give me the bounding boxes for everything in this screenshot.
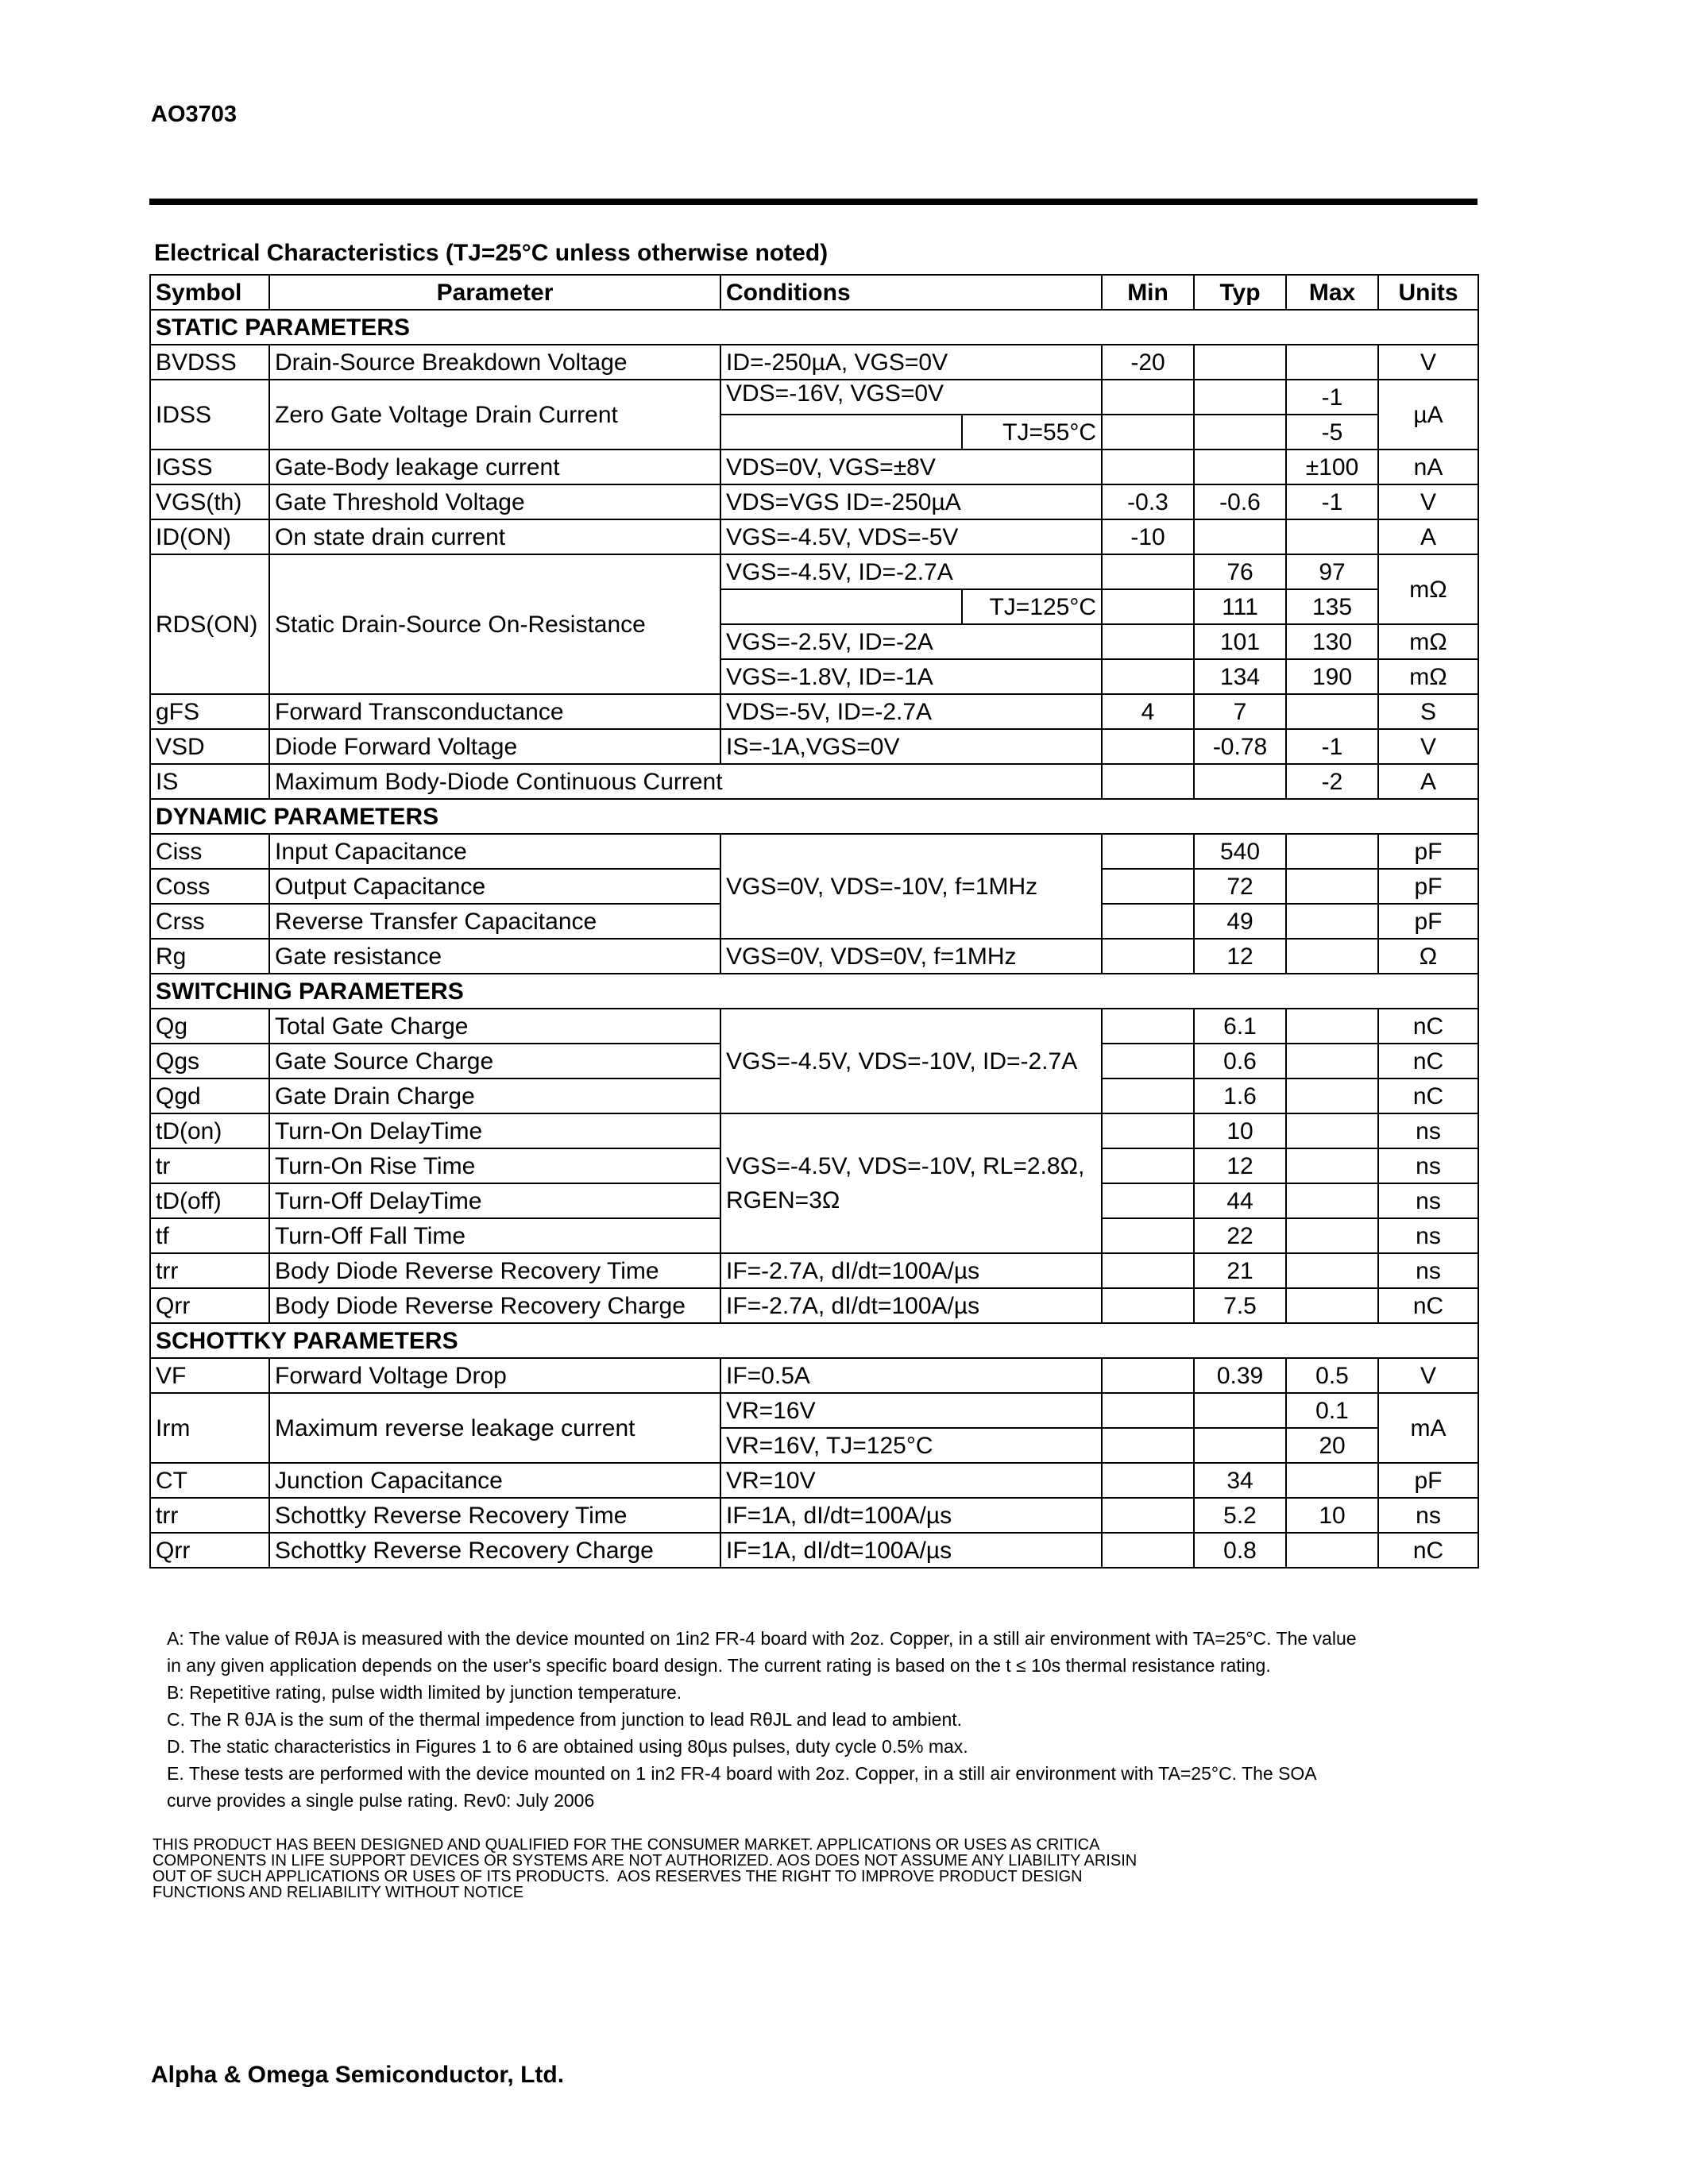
- max-cell: [1286, 345, 1378, 380]
- parameter-cell: Gate Threshold Voltage: [269, 484, 720, 519]
- col-header-max: Max: [1286, 275, 1378, 310]
- symbol-cell: trr: [150, 1253, 269, 1288]
- units-cell: V: [1378, 345, 1478, 380]
- max-cell: [1286, 519, 1378, 554]
- min-cell: [1102, 1009, 1194, 1044]
- symbol-cell: Qrr: [150, 1533, 269, 1568]
- parameter-cell: Body Diode Reverse Recovery Charge: [269, 1288, 720, 1323]
- max-cell: -1: [1286, 484, 1378, 519]
- typ-cell: 12: [1194, 939, 1286, 974]
- min-cell: [1102, 1078, 1194, 1113]
- section-switching: SWITCHING PARAMETERS: [150, 974, 1478, 1009]
- symbol-cell: IDSS: [150, 380, 269, 450]
- conditions-blank-cell: [720, 415, 962, 450]
- conditions-cell: IS=-1A,VGS=0V: [720, 729, 1102, 764]
- min-cell: -10: [1102, 519, 1194, 554]
- parameter-cell: Gate Drain Charge: [269, 1078, 720, 1113]
- min-cell: [1102, 624, 1194, 659]
- typ-cell: 22: [1194, 1218, 1286, 1253]
- symbol-cell: trr: [150, 1498, 269, 1533]
- parameter-cell: Diode Forward Voltage: [269, 729, 720, 764]
- typ-cell: [1194, 764, 1286, 799]
- units-cell: µA: [1378, 380, 1478, 450]
- typ-cell: 101: [1194, 624, 1286, 659]
- typ-cell: 1.6: [1194, 1078, 1286, 1113]
- col-header-units: Units: [1378, 275, 1478, 310]
- typ-cell: [1194, 415, 1286, 450]
- units-cell: V: [1378, 729, 1478, 764]
- max-cell: [1286, 1009, 1378, 1044]
- conditions-cell: IF=-2.7A, dI/dt=100A/µs: [720, 1253, 1102, 1288]
- table-header-row: [150, 275, 1478, 310]
- min-cell: [1102, 1463, 1194, 1498]
- symbol-cell: Qg: [150, 1009, 269, 1044]
- min-cell: [1102, 1148, 1194, 1183]
- conditions-cell: VDS=-16V, VGS=0V: [720, 380, 1102, 415]
- parameter-cell: Input Capacitance: [269, 834, 720, 869]
- symbol-cell: ID(ON): [150, 519, 269, 554]
- footnotes: [167, 1625, 1470, 1814]
- electrical-characteristics-table: [149, 274, 1479, 1569]
- symbol-cell: Crss: [150, 904, 269, 939]
- min-cell: [1102, 450, 1194, 484]
- max-cell: -5: [1286, 415, 1378, 450]
- parameter-cell: Body Diode Reverse Recovery Time: [269, 1253, 720, 1288]
- section-row: [150, 1323, 1478, 1358]
- max-cell: [1286, 1533, 1378, 1568]
- units-cell: mΩ: [1378, 554, 1478, 624]
- units-cell: nC: [1378, 1009, 1478, 1044]
- table-row: [150, 380, 1478, 415]
- footnote-e-line1: E. These tests are performed with the device mounted on 1 in2 FR-4 board with 2oz. Copper, in a still air environment with TA=25°C. The SOA: [167, 1763, 1317, 1784]
- min-cell: [1102, 380, 1194, 415]
- units-cell: A: [1378, 764, 1478, 799]
- min-cell: [1102, 1113, 1194, 1148]
- conditions-cell: TJ=125°C: [962, 589, 1102, 624]
- symbol-cell: Ciss: [150, 834, 269, 869]
- min-cell: [1102, 764, 1194, 799]
- min-cell: [1102, 939, 1194, 974]
- max-cell: 97: [1286, 554, 1378, 589]
- conditions-cell: VGS=-4.5V, VDS=-5V: [720, 519, 1102, 554]
- header-rule: [149, 199, 1477, 205]
- units-cell: V: [1378, 484, 1478, 519]
- section-row: [150, 310, 1478, 345]
- parameter-cell: Gate Source Charge: [269, 1044, 720, 1078]
- min-cell: [1102, 1183, 1194, 1218]
- conditions-cell: VR=16V: [720, 1393, 1102, 1428]
- min-cell: [1102, 589, 1194, 624]
- conditions-cell: VDS=VGS ID=-250µA: [720, 484, 1102, 519]
- min-cell: [1102, 904, 1194, 939]
- parameter-cell: Turn-On DelayTime: [269, 1113, 720, 1148]
- min-cell: 4: [1102, 694, 1194, 729]
- parameter-cell: On state drain current: [269, 519, 720, 554]
- typ-cell: 44: [1194, 1183, 1286, 1218]
- max-cell: [1286, 1288, 1378, 1323]
- section-dynamic: DYNAMIC PARAMETERS: [150, 799, 1478, 834]
- min-cell: [1102, 1253, 1194, 1288]
- typ-cell: 76: [1194, 554, 1286, 589]
- typ-cell: 10: [1194, 1113, 1286, 1148]
- conditions-cell: VR=16V, TJ=125°C: [720, 1428, 1102, 1463]
- disclaimer: THIS PRODUCT HAS BEEN DESIGNED AND QUALIFIED FOR THE CONSUMER MARKET. APPLICATIONS OR USES AS CRITICA COMPONENTS IN LIFE SUPPORT DEVICES OR SYSTEMS ARE NOT AUTHORIZED. AOS DOES NOT ASSUME ANY LIABILITY ARISIN OUT OF SUCH APPLICATIONS OR USES OF ITS PRODUCTS. AOS RESERVES THE RIGHT TO IMPROVE PRODUCT DESIGN FUNCTIONS AND RELIABILITY WITHOUT NOTICE: [153, 1836, 1138, 1901]
- table-row: [150, 450, 1478, 484]
- table-heading: Electrical Characteristics (TJ=25°C unless otherwise noted): [154, 240, 829, 266]
- conditions-cell: IF=1A, dI/dt=100A/µs: [720, 1498, 1102, 1533]
- parameter-cell: Schottky Reverse Recovery Time: [269, 1498, 720, 1533]
- symbol-cell: IGSS: [150, 450, 269, 484]
- table-row: [150, 345, 1478, 380]
- conditions-cell: VGS=0V, VDS=-10V, f=1MHz: [720, 834, 1102, 939]
- units-cell: V: [1378, 1358, 1478, 1393]
- symbol-cell: BVDSS: [150, 345, 269, 380]
- table-row: [150, 1358, 1478, 1393]
- max-cell: -1: [1286, 380, 1378, 415]
- typ-cell: 0.8: [1194, 1533, 1286, 1568]
- units-cell: S: [1378, 694, 1478, 729]
- table-row: [150, 1498, 1478, 1533]
- units-cell: nC: [1378, 1288, 1478, 1323]
- section-schottky: SCHOTTKY PARAMETERS: [150, 1323, 1478, 1358]
- parameter-cell: Maximum Body-Diode Continuous Current: [269, 764, 1102, 799]
- conditions-cell: IF=1A, dI/dt=100A/µs: [720, 1533, 1102, 1568]
- max-cell: [1286, 1218, 1378, 1253]
- units-cell: mA: [1378, 1393, 1478, 1463]
- symbol-cell: gFS: [150, 694, 269, 729]
- symbol-cell: Qgs: [150, 1044, 269, 1078]
- max-cell: [1286, 694, 1378, 729]
- symbol-cell: RDS(ON): [150, 554, 269, 694]
- min-cell: [1102, 554, 1194, 589]
- footnote-a-line1: A: The value of RθJA is measured with the device mounted on 1in2 FR-4 board with 2oz. Copper, in a still air environment with TA=25°C. The value: [167, 1628, 1357, 1649]
- max-cell: [1286, 904, 1378, 939]
- min-cell: [1102, 1288, 1194, 1323]
- units-cell: ns: [1378, 1498, 1478, 1533]
- units-cell: pF: [1378, 834, 1478, 869]
- symbol-cell: tD(off): [150, 1183, 269, 1218]
- units-cell: ns: [1378, 1183, 1478, 1218]
- symbol-cell: tr: [150, 1148, 269, 1183]
- conditions-cell: [720, 1113, 1102, 1253]
- typ-cell: 21: [1194, 1253, 1286, 1288]
- units-cell: Ω: [1378, 939, 1478, 974]
- max-cell: [1286, 1113, 1378, 1148]
- max-cell: [1286, 1463, 1378, 1498]
- conditions-cell: VGS=-4.5V, ID=-2.7A: [720, 554, 1102, 589]
- footnote-d: D. The static characteristics in Figures 1 to 6 are obtained using 80µs pulses, duty cycle 0.5% max.: [167, 1736, 968, 1757]
- conditions-cell: VGS=-2.5V, ID=-2A: [720, 624, 1102, 659]
- units-cell: mΩ: [1378, 659, 1478, 694]
- parameter-cell: Forward Voltage Drop: [269, 1358, 720, 1393]
- parameter-cell: Forward Transconductance: [269, 694, 720, 729]
- units-cell: ns: [1378, 1113, 1478, 1148]
- symbol-cell: Qrr: [150, 1288, 269, 1323]
- symbol-cell: Irm: [150, 1393, 269, 1463]
- typ-cell: [1194, 1393, 1286, 1428]
- typ-cell: 111: [1194, 589, 1286, 624]
- max-cell: -1: [1286, 729, 1378, 764]
- conditions-cell: VR=10V: [720, 1463, 1102, 1498]
- col-header-conditions: Conditions: [720, 275, 1102, 310]
- table-row: [150, 764, 1478, 799]
- symbol-cell: tD(on): [150, 1113, 269, 1148]
- conditions-line: VGS=-4.5V, VDS=-10V, RL=2.8Ω,: [726, 1153, 1085, 1179]
- conditions-line: RGEN=3Ω: [726, 1187, 840, 1214]
- parameter-cell: Schottky Reverse Recovery Charge: [269, 1533, 720, 1568]
- parameter-cell: Turn-On Rise Time: [269, 1148, 720, 1183]
- symbol-cell: VSD: [150, 729, 269, 764]
- parameter-cell: Turn-Off DelayTime: [269, 1183, 720, 1218]
- typ-cell: 5.2: [1194, 1498, 1286, 1533]
- min-cell: [1102, 1498, 1194, 1533]
- conditions-cell: VGS=0V, VDS=0V, f=1MHz: [720, 939, 1102, 974]
- min-cell: [1102, 834, 1194, 869]
- max-cell: [1286, 1044, 1378, 1078]
- units-cell: mΩ: [1378, 624, 1478, 659]
- max-cell: [1286, 869, 1378, 904]
- units-cell: pF: [1378, 869, 1478, 904]
- min-cell: [1102, 1044, 1194, 1078]
- max-cell: ±100: [1286, 450, 1378, 484]
- min-cell: [1102, 659, 1194, 694]
- units-cell: ns: [1378, 1253, 1478, 1288]
- parameter-cell: Reverse Transfer Capacitance: [269, 904, 720, 939]
- symbol-cell: IS: [150, 764, 269, 799]
- units-cell: nC: [1378, 1044, 1478, 1078]
- units-cell: nC: [1378, 1078, 1478, 1113]
- typ-cell: 72: [1194, 869, 1286, 904]
- typ-cell: 0.6: [1194, 1044, 1286, 1078]
- table-row: [150, 484, 1478, 519]
- max-cell: [1286, 1148, 1378, 1183]
- max-cell: 130: [1286, 624, 1378, 659]
- max-cell: 135: [1286, 589, 1378, 624]
- typ-cell: [1194, 450, 1286, 484]
- typ-cell: 7.5: [1194, 1288, 1286, 1323]
- typ-cell: 6.1: [1194, 1009, 1286, 1044]
- typ-cell: [1194, 1428, 1286, 1463]
- units-cell: ns: [1378, 1148, 1478, 1183]
- min-cell: -20: [1102, 345, 1194, 380]
- typ-cell: [1194, 345, 1286, 380]
- conditions-cell: VDS=0V, VGS=±8V: [720, 450, 1102, 484]
- conditions-cell: VGS=-4.5V, VDS=-10V, ID=-2.7A: [720, 1009, 1102, 1113]
- typ-cell: 49: [1194, 904, 1286, 939]
- conditions-cell: ID=-250µA, VGS=0V: [720, 345, 1102, 380]
- min-cell: [1102, 869, 1194, 904]
- company-footer: Alpha & Omega Semiconductor, Ltd.: [151, 2062, 565, 2088]
- max-cell: -2: [1286, 764, 1378, 799]
- typ-cell: -0.6: [1194, 484, 1286, 519]
- parameter-cell: Drain-Source Breakdown Voltage: [269, 345, 720, 380]
- conditions-cell: VGS=-1.8V, ID=-1A: [720, 659, 1102, 694]
- units-cell: pF: [1378, 1463, 1478, 1498]
- col-header-typ: Typ: [1194, 275, 1286, 310]
- table-row: [150, 729, 1478, 764]
- typ-cell: [1194, 380, 1286, 415]
- max-cell: 0.1: [1286, 1393, 1378, 1428]
- typ-cell: -0.78: [1194, 729, 1286, 764]
- max-cell: 190: [1286, 659, 1378, 694]
- table-row: [150, 1463, 1478, 1498]
- conditions-cell: IF=-2.7A, dI/dt=100A/µs: [720, 1288, 1102, 1323]
- table-row: [150, 1253, 1478, 1288]
- parameter-cell: Junction Capacitance: [269, 1463, 720, 1498]
- conditions-cell: IF=0.5A: [720, 1358, 1102, 1393]
- table-row: [150, 1113, 1478, 1148]
- typ-cell: 540: [1194, 834, 1286, 869]
- min-cell: [1102, 1218, 1194, 1253]
- parameter-cell: Gate-Body leakage current: [269, 450, 720, 484]
- symbol-cell: VGS(th): [150, 484, 269, 519]
- table-row: [150, 939, 1478, 974]
- table-row: [150, 834, 1478, 869]
- footnote-e-line2: curve provides a single pulse rating. Rev0: July 2006: [167, 1790, 595, 1811]
- table-row: [150, 1009, 1478, 1044]
- table-row: [150, 554, 1478, 589]
- conditions-cell: TJ=55°C: [962, 415, 1102, 450]
- col-header-symbol: Symbol: [150, 275, 269, 310]
- parameter-cell: Static Drain-Source On-Resistance: [269, 554, 720, 694]
- col-header-min: Min: [1102, 275, 1194, 310]
- symbol-cell: Rg: [150, 939, 269, 974]
- table-row: [150, 1288, 1478, 1323]
- typ-cell: 34: [1194, 1463, 1286, 1498]
- typ-cell: [1194, 519, 1286, 554]
- table-row: [150, 1393, 1478, 1428]
- units-cell: nC: [1378, 1533, 1478, 1568]
- parameter-cell: Zero Gate Voltage Drain Current: [269, 380, 720, 450]
- min-cell: [1102, 1358, 1194, 1393]
- part-number: AO3703: [151, 102, 238, 127]
- parameter-cell: Turn-Off Fall Time: [269, 1218, 720, 1253]
- symbol-cell: Qgd: [150, 1078, 269, 1113]
- conditions-blank-cell: [720, 589, 962, 624]
- typ-cell: 7: [1194, 694, 1286, 729]
- parameter-cell: Output Capacitance: [269, 869, 720, 904]
- units-cell: nA: [1378, 450, 1478, 484]
- max-cell: [1286, 939, 1378, 974]
- section-static: STATIC PARAMETERS: [150, 310, 1478, 345]
- parameter-cell: Total Gate Charge: [269, 1009, 720, 1044]
- col-header-parameter: Parameter: [269, 275, 720, 310]
- min-cell: -0.3: [1102, 484, 1194, 519]
- min-cell: [1102, 729, 1194, 764]
- min-cell: [1102, 415, 1194, 450]
- section-row: [150, 974, 1478, 1009]
- max-cell: 20: [1286, 1428, 1378, 1463]
- symbol-cell: CT: [150, 1463, 269, 1498]
- symbol-cell: VF: [150, 1358, 269, 1393]
- conditions-cell: VDS=-5V, ID=-2.7A: [720, 694, 1102, 729]
- units-cell: pF: [1378, 904, 1478, 939]
- parameter-cell: Maximum reverse leakage current: [269, 1393, 720, 1463]
- typ-cell: 12: [1194, 1148, 1286, 1183]
- units-cell: A: [1378, 519, 1478, 554]
- section-row: [150, 799, 1478, 834]
- units-cell: ns: [1378, 1218, 1478, 1253]
- typ-cell: 0.39: [1194, 1358, 1286, 1393]
- max-cell: [1286, 1183, 1378, 1218]
- min-cell: [1102, 1393, 1194, 1428]
- max-cell: [1286, 1078, 1378, 1113]
- table-row: [150, 1533, 1478, 1568]
- min-cell: [1102, 1428, 1194, 1463]
- max-cell: [1286, 1253, 1378, 1288]
- max-cell: [1286, 834, 1378, 869]
- footnote-c: C. The R θJA is the sum of the thermal impedence from junction to lead RθJL and lead to ambient.: [167, 1709, 963, 1730]
- table-row: [150, 694, 1478, 729]
- max-cell: 10: [1286, 1498, 1378, 1533]
- symbol-cell: Coss: [150, 869, 269, 904]
- symbol-cell: tf: [150, 1218, 269, 1253]
- parameter-cell: Gate resistance: [269, 939, 720, 974]
- min-cell: [1102, 1533, 1194, 1568]
- footnote-a-line2: in any given application depends on the user's specific board design. The current rating is based on the t ≤ 10s thermal resistance rating.: [167, 1655, 1271, 1676]
- typ-cell: 134: [1194, 659, 1286, 694]
- footnote-b: B: Repetitive rating, pulse width limited by junction temperature.: [167, 1682, 682, 1703]
- table-row: [150, 519, 1478, 554]
- max-cell: 0.5: [1286, 1358, 1378, 1393]
